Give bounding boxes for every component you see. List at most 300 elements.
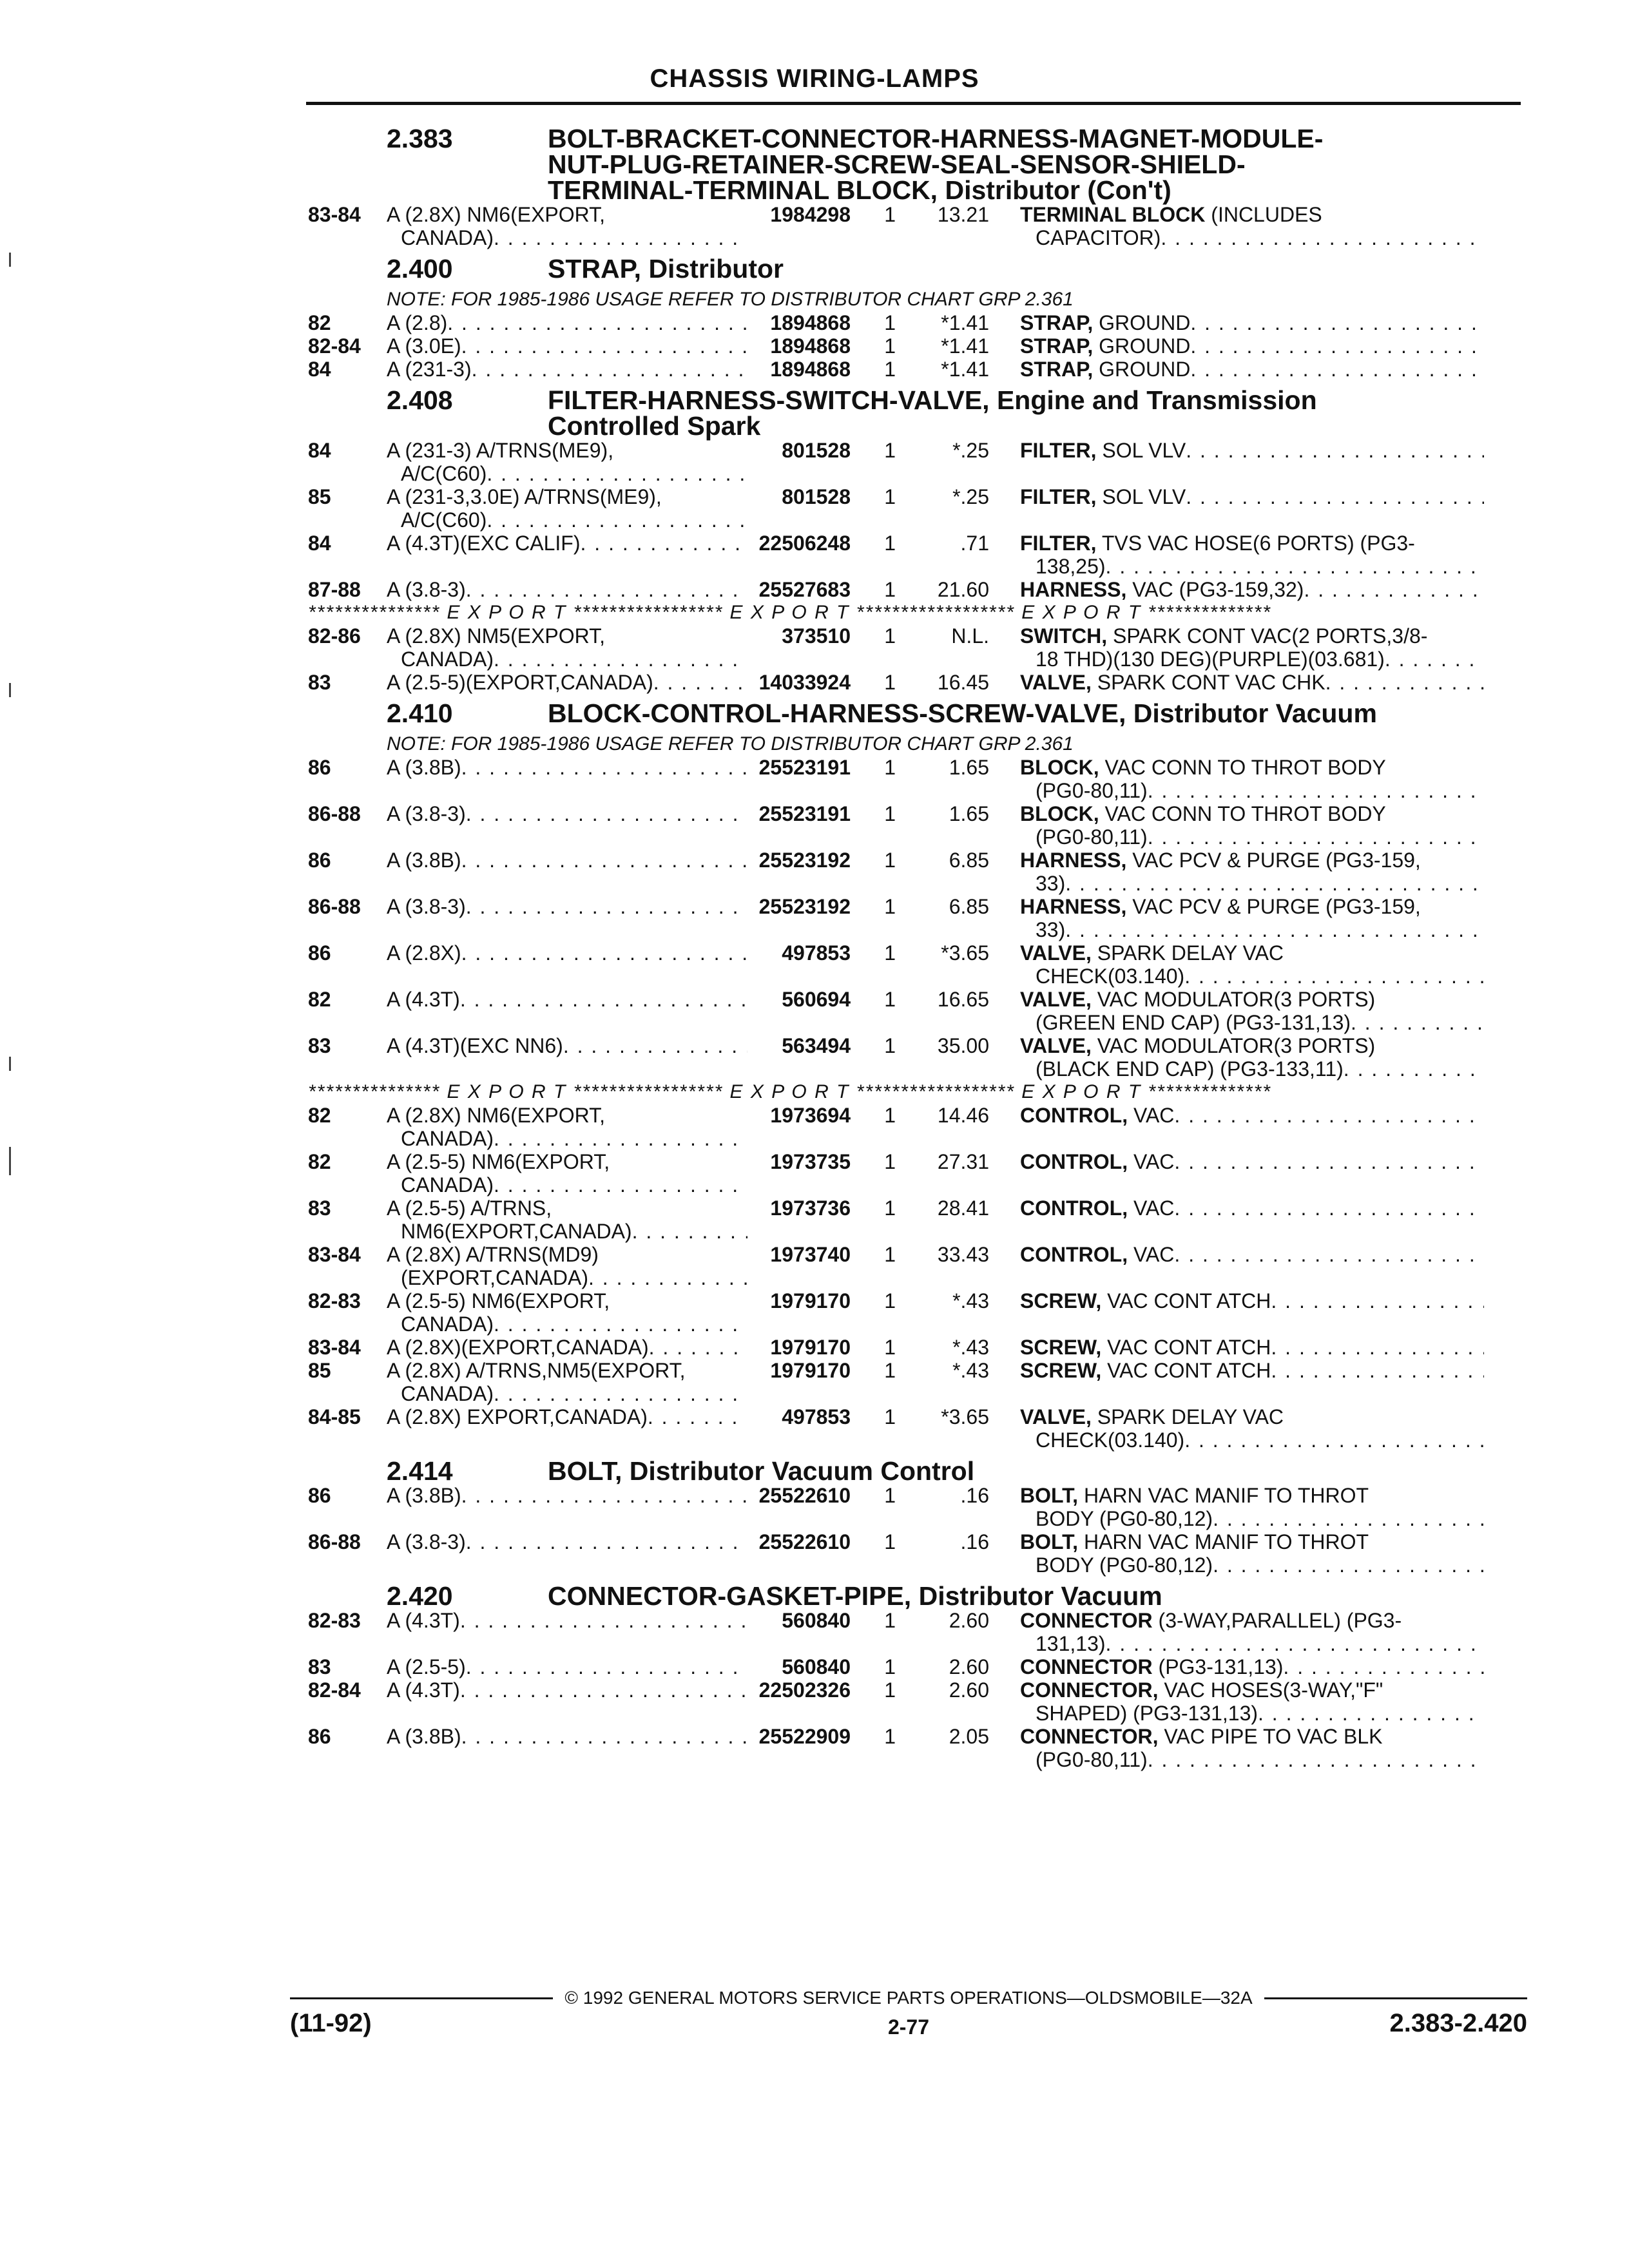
description-line xyxy=(1020,1150,1484,1173)
part-row xyxy=(308,1196,1526,1243)
model-years: 82-86 xyxy=(308,624,361,648)
description-keyword: FILTER, xyxy=(1020,485,1097,508)
quantity: 1 xyxy=(884,988,896,1011)
application-line xyxy=(387,203,747,226)
description-keyword: CONTROL, xyxy=(1020,1104,1128,1127)
model-years: 83-84 xyxy=(308,1243,361,1266)
application xyxy=(387,311,747,334)
model-years: 82-84 xyxy=(308,1678,361,1702)
section-title-line: TERMINAL-TERMINAL BLOCK, Distributor (Con't) xyxy=(548,175,1171,205)
part-number: 373510 xyxy=(782,624,851,648)
application-text: A (2.5-5) xyxy=(387,1655,466,1678)
part-number: 25523191 xyxy=(758,802,851,825)
application xyxy=(387,1359,747,1405)
description-keyword: BLOCK, xyxy=(1020,756,1099,779)
description-line xyxy=(1020,988,1484,1011)
dot-leader xyxy=(1065,918,1484,941)
part-number: 1973740 xyxy=(770,1243,851,1266)
model-years: 84 xyxy=(308,358,331,381)
description-text xyxy=(1020,1034,1375,1057)
part-number: 1979170 xyxy=(770,1359,851,1382)
description-keyword: CONNECTOR, xyxy=(1020,1725,1159,1748)
dot-leader xyxy=(461,334,747,358)
application xyxy=(387,1104,747,1150)
description-text xyxy=(1020,203,1322,226)
description-detail: HARN VAC MANIF TO THROT xyxy=(1078,1530,1369,1553)
section-title-line: STRAP, Distributor xyxy=(548,254,784,284)
margin-mark xyxy=(9,1057,11,1071)
description-keyword: CONNECTOR xyxy=(1020,1655,1153,1678)
dot-leader xyxy=(1213,1507,1484,1530)
dot-leader xyxy=(1186,439,1484,462)
dot-leader xyxy=(1344,1057,1484,1081)
application-text: A (2.5-5) A/TRNS, xyxy=(387,1196,552,1220)
part-number: 1973694 xyxy=(770,1104,851,1127)
description-detail: CHECK(03.140) xyxy=(1036,1428,1185,1452)
part-number: 25527683 xyxy=(758,578,851,601)
description xyxy=(989,1725,1484,1771)
description xyxy=(989,358,1484,381)
part-row xyxy=(308,1405,1526,1452)
price: 2.60 xyxy=(949,1678,989,1702)
price: 13.21 xyxy=(937,203,989,226)
description-text xyxy=(1036,965,1184,988)
section-title xyxy=(548,256,1526,282)
description xyxy=(989,1530,1484,1577)
description-text xyxy=(1036,1011,1351,1034)
description-keyword: CONNECTOR xyxy=(1020,1609,1153,1632)
description-line xyxy=(1020,872,1484,895)
price: 14.46 xyxy=(937,1104,989,1127)
application-line xyxy=(387,1678,747,1702)
quantity: 1 xyxy=(884,1655,896,1678)
description-line xyxy=(1020,1632,1484,1655)
description-detail: SOL VLV xyxy=(1096,439,1186,462)
application-line xyxy=(387,1266,747,1289)
price: *.43 xyxy=(952,1336,989,1359)
price: *1.41 xyxy=(941,334,989,358)
section-title-line: BLOCK-CONTROL-HARNESS-SCREW-VALVE, Distributor Vacuum xyxy=(548,698,1377,728)
part-row xyxy=(308,624,1526,671)
section-number: 2.400 xyxy=(387,254,453,284)
dot-leader xyxy=(1148,1748,1484,1771)
model-years: 82-83 xyxy=(308,1609,361,1632)
application xyxy=(387,1034,747,1057)
part-row xyxy=(308,1336,1526,1359)
dot-leader xyxy=(1213,1553,1484,1577)
description-detail: BODY (PG0-80,12) xyxy=(1036,1507,1213,1530)
dot-leader xyxy=(447,311,747,334)
quantity: 1 xyxy=(884,756,896,779)
quantity: 1 xyxy=(884,802,896,825)
quantity: 1 xyxy=(884,203,896,226)
application-text: A (2.8X)(EXPORT,CANADA) xyxy=(387,1336,649,1359)
description-keyword: HARNESS, xyxy=(1020,895,1127,918)
quantity: 1 xyxy=(884,358,896,381)
part-number: 801528 xyxy=(782,439,851,462)
model-years: 85 xyxy=(308,1359,331,1382)
application-text: A (2.8) xyxy=(387,311,448,334)
part-row xyxy=(308,439,1526,485)
description-text xyxy=(1020,624,1427,648)
part-number: 560694 xyxy=(782,988,851,1011)
section-title xyxy=(548,1458,1526,1484)
application-text: A (4.3T) xyxy=(387,1609,460,1632)
part-row xyxy=(308,334,1526,358)
page-header-title: CHASSIS WIRING-LAMPS xyxy=(650,64,979,93)
section-heading xyxy=(308,1458,1526,1484)
description-line xyxy=(1020,1011,1484,1034)
model-years: 86 xyxy=(308,941,331,965)
description xyxy=(989,1104,1484,1127)
description-text xyxy=(1020,941,1284,965)
application-text: A (3.8B) xyxy=(387,849,461,872)
description-detail: SOL VLV xyxy=(1096,485,1186,508)
part-row xyxy=(308,1104,1526,1150)
description xyxy=(989,485,1484,508)
description xyxy=(989,941,1484,988)
description-line xyxy=(1020,334,1484,358)
description-text xyxy=(1020,358,1190,381)
application-text: (EXPORT,CANADA) xyxy=(401,1266,589,1289)
application xyxy=(387,941,747,965)
application xyxy=(387,485,747,532)
part-number: 25522610 xyxy=(758,1484,851,1507)
application xyxy=(387,1678,747,1702)
application xyxy=(387,1655,747,1678)
description xyxy=(989,1405,1484,1452)
description-line xyxy=(1020,439,1484,462)
quantity: 1 xyxy=(884,671,896,694)
dot-leader xyxy=(1148,779,1484,802)
application-line xyxy=(387,756,747,779)
application-text: CANADA) xyxy=(401,648,494,671)
description-line xyxy=(1020,648,1484,671)
description-detail: VAC PIPE TO VAC BLK xyxy=(1158,1725,1383,1748)
section-title-line: CONNECTOR-GASKET-PIPE, Distributor Vacuum xyxy=(548,1581,1162,1611)
description-detail: VAC CONN TO THROT BODY xyxy=(1099,756,1386,779)
quantity: 1 xyxy=(884,1484,896,1507)
description-detail: VAC CONT ATCH xyxy=(1101,1336,1271,1359)
description-line xyxy=(1020,1034,1484,1057)
part-number: 1984298 xyxy=(770,203,851,226)
quantity: 1 xyxy=(884,1196,896,1220)
description-line xyxy=(1020,1336,1484,1359)
dot-leader xyxy=(563,1034,747,1057)
application xyxy=(387,203,747,249)
description xyxy=(989,671,1484,694)
application-text: A (2.8X) xyxy=(387,941,461,965)
description-line xyxy=(1020,825,1484,849)
quantity: 1 xyxy=(884,624,896,648)
description-detail: VAC (PG3-159,32) xyxy=(1126,578,1304,601)
description-keyword: SCREW, xyxy=(1020,1289,1102,1312)
description-line xyxy=(1020,311,1484,334)
dot-leader xyxy=(1184,965,1484,988)
quantity: 1 xyxy=(884,532,896,555)
description xyxy=(989,439,1484,462)
description-detail: 33) xyxy=(1036,918,1066,941)
model-years: 83 xyxy=(308,1196,331,1220)
description-text xyxy=(1036,825,1148,849)
part-number: 1894868 xyxy=(770,358,851,381)
application-text: A (2.8X) NM6(EXPORT, xyxy=(387,1104,606,1127)
description-text xyxy=(1036,1428,1184,1452)
dot-leader xyxy=(460,988,747,1011)
application-line xyxy=(387,508,747,532)
application-line xyxy=(387,358,747,381)
quantity: 1 xyxy=(884,334,896,358)
description-keyword: TERMINAL BLOCK xyxy=(1020,203,1206,226)
description-detail: (PG0-80,11) xyxy=(1036,825,1148,849)
application xyxy=(387,1150,747,1196)
price: *3.65 xyxy=(941,1405,989,1428)
description-keyword: VALVE, xyxy=(1020,1405,1092,1428)
application-text: A (3.8B) xyxy=(387,756,461,779)
application-line xyxy=(387,1405,747,1428)
description-keyword: VALVE, xyxy=(1020,941,1092,965)
price: 28.41 xyxy=(937,1196,989,1220)
dot-leader xyxy=(1351,1011,1484,1034)
description-text xyxy=(1036,226,1161,249)
dot-leader xyxy=(1065,872,1484,895)
section-title xyxy=(548,387,1526,439)
margin-mark xyxy=(9,683,11,697)
description-text xyxy=(1020,671,1325,694)
dot-leader xyxy=(653,671,747,694)
dot-leader xyxy=(1271,1336,1484,1359)
application-line xyxy=(387,311,747,334)
application xyxy=(387,756,747,779)
section-number: 2.420 xyxy=(387,1581,453,1611)
description-line xyxy=(1020,1057,1484,1081)
description-text xyxy=(1020,988,1375,1011)
description-text xyxy=(1020,1150,1174,1173)
part-number: 560840 xyxy=(782,1609,851,1632)
model-years: 82 xyxy=(308,1104,331,1127)
description-detail: HARN VAC MANIF TO THROT xyxy=(1078,1484,1369,1507)
description xyxy=(989,1609,1484,1655)
part-row xyxy=(308,1530,1526,1577)
description-detail: (3-WAY,PARALLEL) (PG3- xyxy=(1152,1609,1402,1632)
margin-mark xyxy=(9,1147,11,1175)
part-row xyxy=(308,358,1526,381)
part-row xyxy=(308,578,1526,601)
part-number: 1894868 xyxy=(770,311,851,334)
description-keyword: VALVE, xyxy=(1020,1034,1092,1057)
price: .16 xyxy=(960,1530,989,1553)
description-detail: VAC PCV & PURGE (PG3-159, xyxy=(1126,895,1421,918)
footer-page-number: 2-77 xyxy=(887,2015,930,2039)
section-title xyxy=(548,126,1526,203)
application-line xyxy=(387,485,747,508)
quantity: 1 xyxy=(884,1725,896,1748)
description xyxy=(989,849,1484,895)
description xyxy=(989,1289,1484,1312)
description-keyword: FILTER, xyxy=(1020,532,1097,555)
price: 2.60 xyxy=(949,1655,989,1678)
section-title-line: FILTER-HARNESS-SWITCH-VALVE, Engine and Transmission xyxy=(548,385,1317,415)
application-text: A (2.8X) NM5(EXPORT, xyxy=(387,624,606,648)
section-title xyxy=(548,700,1526,726)
description-detail: GROUND xyxy=(1093,334,1191,358)
description xyxy=(989,1196,1484,1220)
application xyxy=(387,1243,747,1289)
application-text: A (3.8-3) xyxy=(387,802,466,825)
price: 27.31 xyxy=(937,1150,989,1173)
dot-leader xyxy=(487,508,747,532)
price: 2.05 xyxy=(949,1725,989,1748)
model-years: 82 xyxy=(308,311,331,334)
description-line xyxy=(1020,1243,1484,1266)
description-line xyxy=(1020,849,1484,872)
description-detail: VAC MODULATOR(3 PORTS) xyxy=(1091,1034,1376,1057)
quantity: 1 xyxy=(884,941,896,965)
description-keyword: BOLT, xyxy=(1020,1530,1079,1553)
description-line xyxy=(1020,1484,1484,1507)
description-detail: VAC xyxy=(1128,1196,1175,1220)
description-line xyxy=(1020,578,1484,601)
application xyxy=(387,895,747,918)
dot-leader xyxy=(494,1173,747,1196)
application-line xyxy=(387,648,747,671)
footer xyxy=(290,2009,1527,2041)
section-number: 2.414 xyxy=(387,1456,453,1486)
description-detail: (INCLUDES xyxy=(1205,203,1322,226)
description-line xyxy=(1020,1530,1484,1553)
application-text: A (231-3) xyxy=(387,358,472,381)
description-text xyxy=(1020,1655,1283,1678)
description-detail: GROUND xyxy=(1093,358,1191,381)
application-text: A (2.5-5) NM6(EXPORT, xyxy=(387,1150,610,1173)
application xyxy=(387,439,747,485)
application-line xyxy=(387,849,747,872)
dot-leader xyxy=(1190,334,1484,358)
description-text xyxy=(1020,485,1186,508)
application-line xyxy=(387,334,747,358)
dot-leader xyxy=(1174,1243,1484,1266)
quantity: 1 xyxy=(884,1104,896,1127)
part-row xyxy=(308,1655,1526,1678)
part-row xyxy=(308,1289,1526,1336)
description-line xyxy=(1020,1359,1484,1382)
description xyxy=(989,1359,1484,1382)
description-detail: SPARK CONT VAC CHK xyxy=(1091,671,1325,694)
usage-note: NOTE: FOR 1985-1986 USAGE REFER TO DISTRIBUTOR CHART GRP 2.361 xyxy=(387,733,1074,754)
description xyxy=(989,1336,1484,1359)
application-line xyxy=(387,895,747,918)
application-text: A (4.3T)(EXC CALIF) xyxy=(387,532,581,555)
dot-leader xyxy=(1186,485,1484,508)
dot-leader xyxy=(1271,1289,1484,1312)
description-detail: VAC CONT ATCH xyxy=(1101,1289,1271,1312)
description-keyword: STRAP, xyxy=(1020,358,1094,381)
model-years: 84-85 xyxy=(308,1405,361,1428)
model-years: 86 xyxy=(308,756,331,779)
application xyxy=(387,1530,747,1553)
part-number: 497853 xyxy=(782,1405,851,1428)
description-line xyxy=(1020,203,1484,226)
model-years: 82 xyxy=(308,1150,331,1173)
footer-rule-left xyxy=(290,1997,553,1999)
description-detail: VAC CONT ATCH xyxy=(1101,1359,1271,1382)
model-years: 86 xyxy=(308,849,331,872)
model-years: 84 xyxy=(308,439,331,462)
description-line xyxy=(1020,918,1484,941)
application-line xyxy=(387,1609,747,1632)
price: N.L. xyxy=(951,624,989,648)
description-line xyxy=(1020,226,1484,249)
application xyxy=(387,624,747,671)
description xyxy=(989,578,1484,601)
section-title-line: BOLT-BRACKET-CONNECTOR-HARNESS-MAGNET-MODULE- xyxy=(548,124,1324,153)
description-text xyxy=(1020,1725,1383,1748)
application-text: A (4.3T) xyxy=(387,988,460,1011)
application-line xyxy=(387,578,747,601)
section-title-line: NUT-PLUG-RETAINER-SCREW-SEAL-SENSOR-SHIELD- xyxy=(548,149,1246,179)
quantity: 1 xyxy=(884,1359,896,1382)
model-years: 86-88 xyxy=(308,895,361,918)
application xyxy=(387,988,747,1011)
dot-leader xyxy=(581,532,748,555)
model-years: 84 xyxy=(308,532,331,555)
description xyxy=(989,311,1484,334)
dot-leader xyxy=(1271,1359,1484,1382)
price: 6.85 xyxy=(949,849,989,872)
application-line xyxy=(387,1289,747,1312)
model-years: 83 xyxy=(308,671,331,694)
application-text: A (2.8X) A/TRNS,NM5(EXPORT, xyxy=(387,1359,686,1382)
part-row xyxy=(308,1725,1526,1771)
application xyxy=(387,358,747,381)
model-years: 86 xyxy=(308,1484,331,1507)
dot-leader xyxy=(1184,1428,1484,1452)
description-keyword: STRAP, xyxy=(1020,334,1094,358)
part-number: 1979170 xyxy=(770,1336,851,1359)
application-line xyxy=(387,1725,747,1748)
description-text xyxy=(1020,1530,1369,1553)
price: 35.00 xyxy=(937,1034,989,1057)
quantity: 1 xyxy=(884,1678,896,1702)
description-text xyxy=(1020,1196,1174,1220)
description-text xyxy=(1020,439,1186,462)
application xyxy=(387,1336,747,1359)
dot-leader xyxy=(1190,358,1484,381)
application-text: A (4.3T)(EXC NN6) xyxy=(387,1034,563,1057)
footer-copyright-line xyxy=(290,1988,1527,2008)
application-line xyxy=(387,226,747,249)
application-line xyxy=(387,1336,747,1359)
application-line xyxy=(387,1243,747,1266)
part-number: 563494 xyxy=(782,1034,851,1057)
description-text xyxy=(1020,1289,1271,1312)
dot-leader xyxy=(1148,825,1484,849)
part-number: 1973736 xyxy=(770,1196,851,1220)
application-text: CANADA) xyxy=(401,1127,494,1150)
description-keyword: FILTER, xyxy=(1020,439,1097,462)
price: *3.65 xyxy=(941,941,989,965)
application xyxy=(387,1289,747,1336)
description-line xyxy=(1020,756,1484,779)
quantity: 1 xyxy=(884,1609,896,1632)
description-keyword: CONTROL, xyxy=(1020,1243,1128,1266)
description xyxy=(989,1034,1484,1081)
dot-leader xyxy=(494,1382,747,1405)
description-detail: VAC MODULATOR(3 PORTS) xyxy=(1091,988,1376,1011)
description xyxy=(989,334,1484,358)
application-text: NM6(EXPORT,CANADA) xyxy=(401,1220,632,1243)
dot-leader xyxy=(1106,1632,1484,1655)
